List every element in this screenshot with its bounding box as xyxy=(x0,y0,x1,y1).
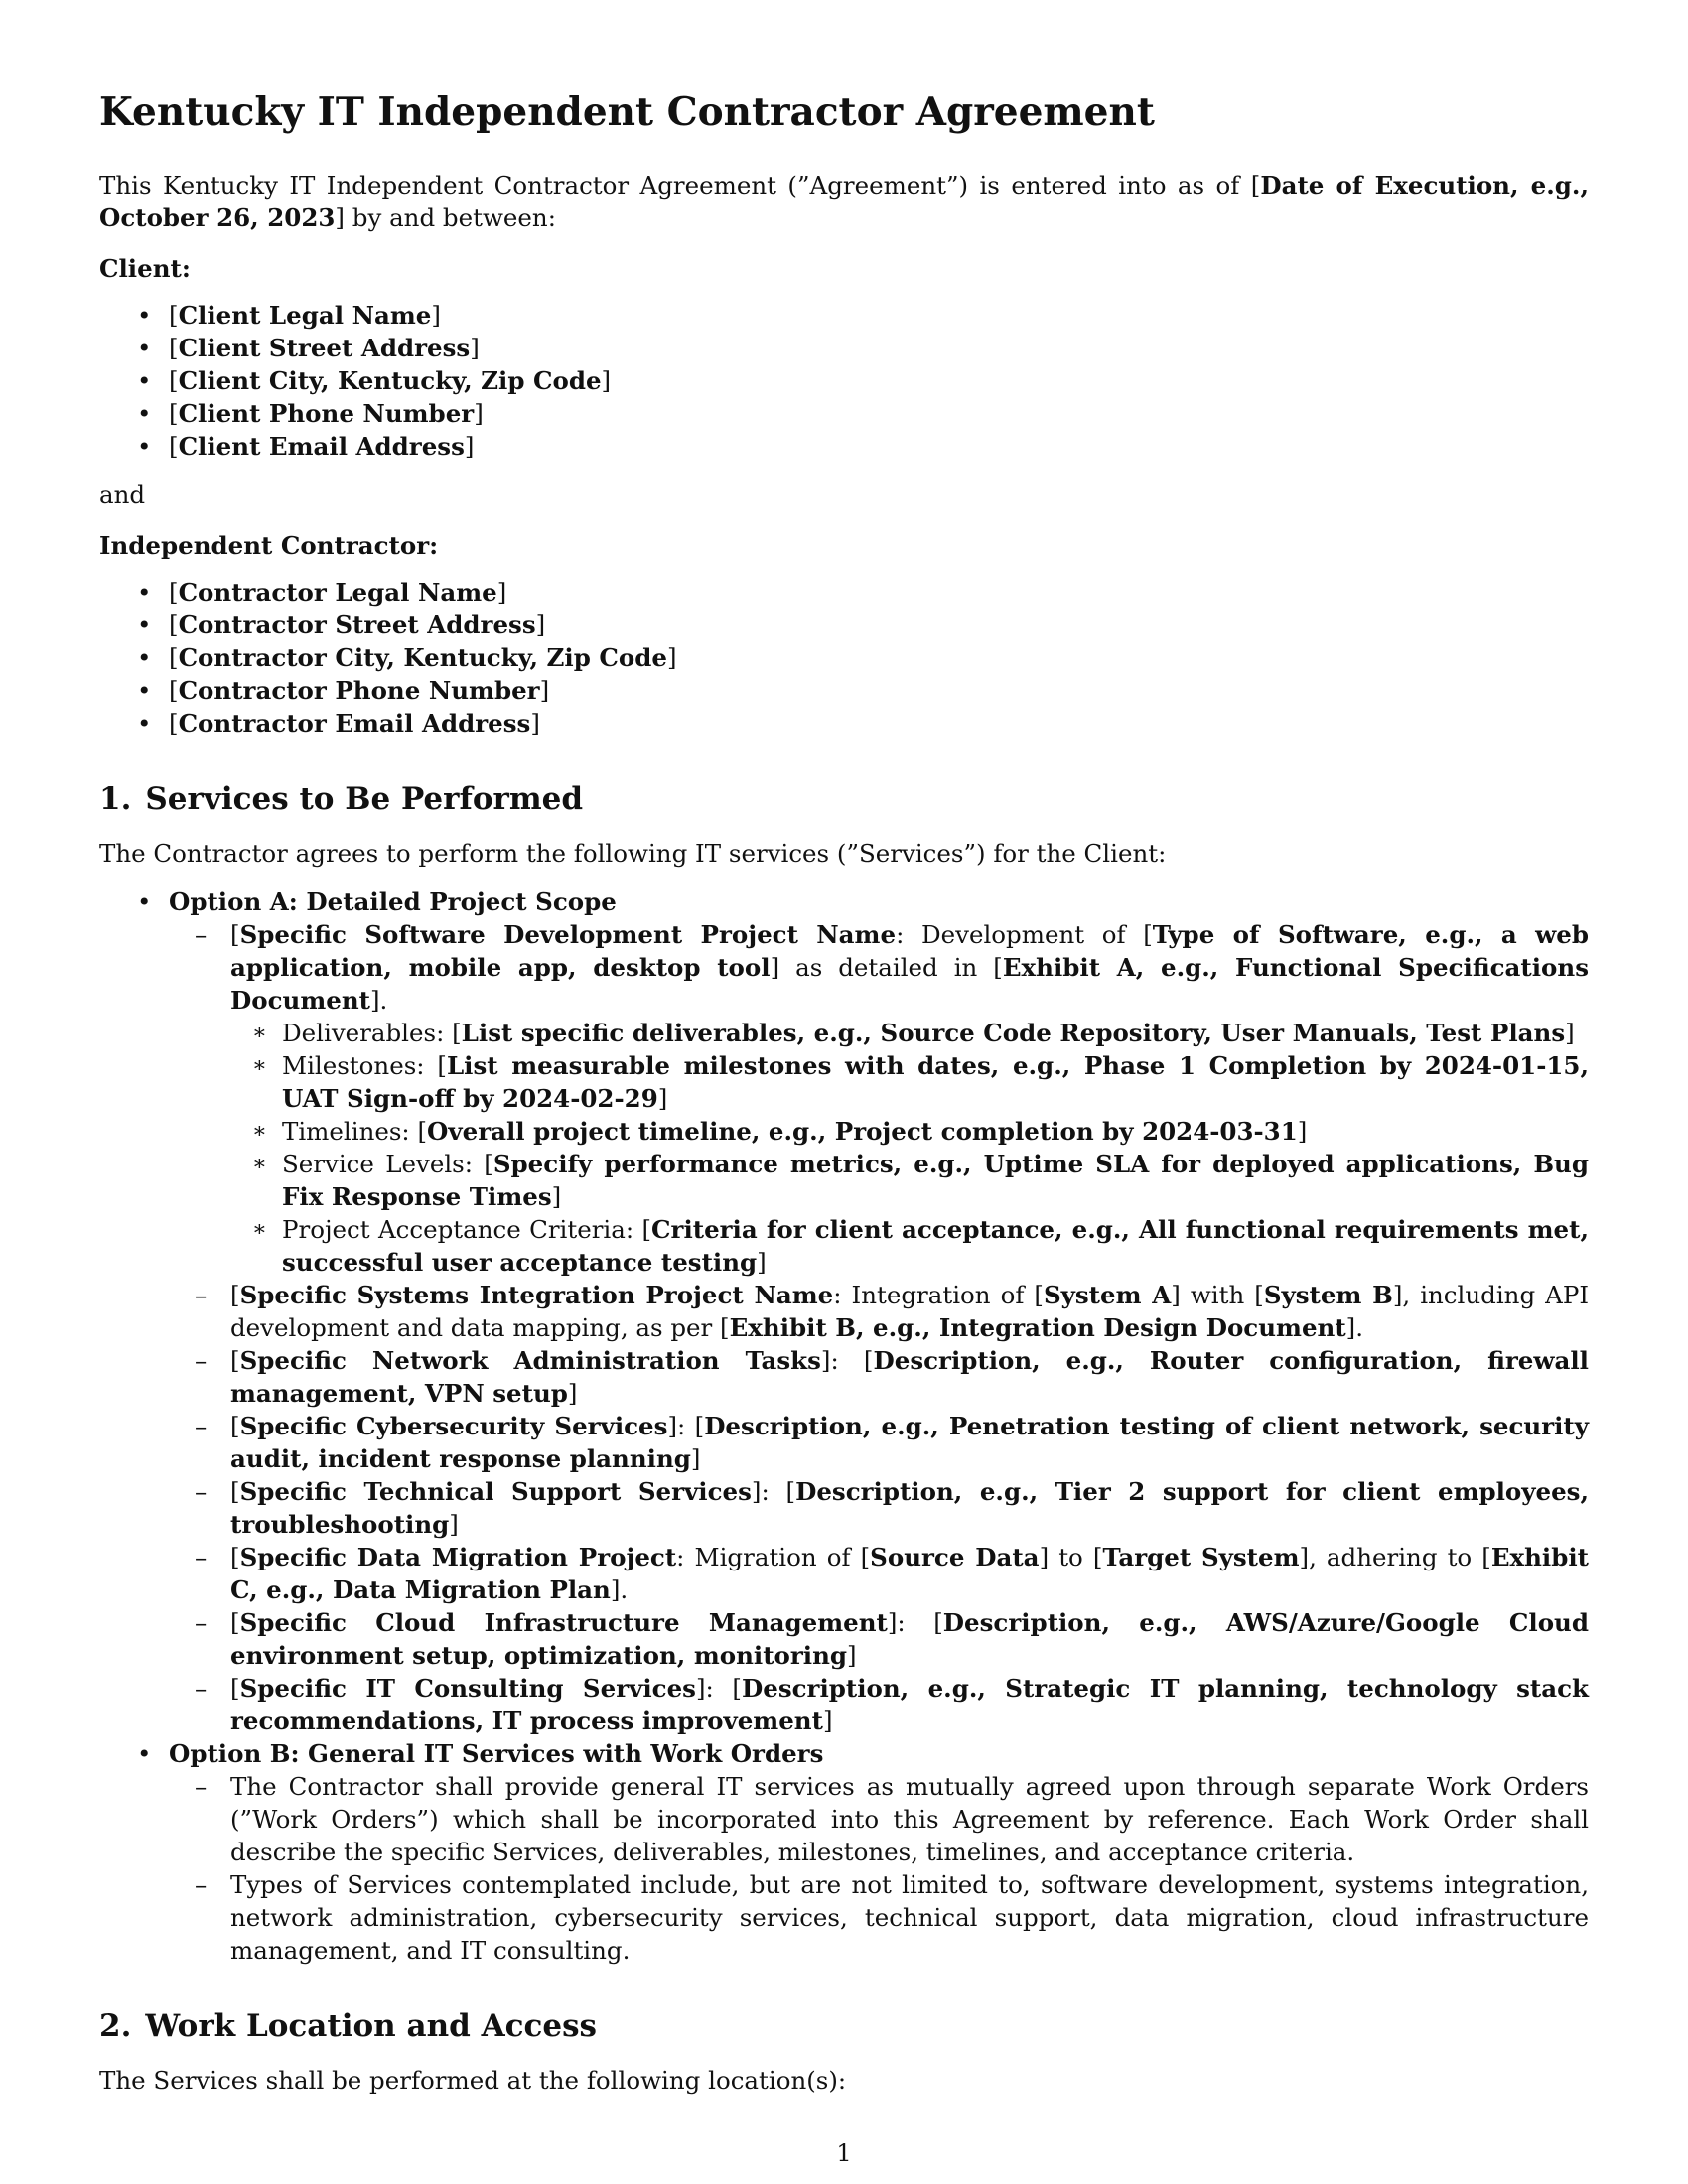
list-item: • [Contractor Street Address] xyxy=(99,609,1589,641)
service-types-item: – Types of Services contemplated include, but are not limited to, software development, systems integration, network administration, cybersecurity services, technical support, data migration, cloud infrastructure management, and IT consulting. xyxy=(169,1868,1589,1967)
acceptance-criteria-item: ∗ Project Acceptance Criteria: [Criteria for client acceptance, e.g., All functional requirements met, successful user acceptance testing] xyxy=(230,1213,1589,1279)
and-text: and xyxy=(99,480,146,509)
list-item: • [Contractor Phone Number] xyxy=(99,674,1589,707)
section-2-heading: 2. Work Location and Access xyxy=(99,2008,598,2044)
client-list xyxy=(99,299,1589,463)
section-2-intro: The Services shall be performed at the following location(s): xyxy=(99,2066,847,2095)
document-body xyxy=(99,87,1589,2113)
list-item: • [Contractor Legal Name] xyxy=(99,576,1589,609)
option-a xyxy=(99,886,1589,1737)
list-item: • [Contractor Email Address] xyxy=(99,707,1589,740)
page-number: 1 xyxy=(836,2139,852,2167)
section-1-intro: The Contractor agrees to perform the following IT services (”Services”) for the Client: xyxy=(99,839,1167,868)
list-item: • [Client Email Address] xyxy=(99,430,1589,463)
document-title: Kentucky IT Independent Contractor Agreement xyxy=(99,89,1155,135)
it-consulting-item: – [Specific IT Consulting Services]: [Description, e.g., Strategic IT planning, technology stack recommendations, IT process improvement] xyxy=(169,1672,1589,1737)
milestones-item: ∗ Milestones: [List measurable milestones with dates, e.g., Phase 1 Completion by 2024-01-15, UAT Sign-off by 2024-02-29] xyxy=(230,1049,1589,1115)
contractor-list xyxy=(99,576,1589,740)
deliverables-item: ∗ Deliverables: [List specific deliverables, e.g., Source Code Repository, User Manuals, Test Plans] xyxy=(230,1017,1589,1049)
list-item: • [Client Phone Number] xyxy=(99,397,1589,430)
integration-project-item: – [Specific Systems Integration Project Name: Integration of [System A] with [System B], including API development and data mapping, as per [Exhibit B, e.g., Integration Design Document]. xyxy=(169,1279,1589,1344)
list-item: • [Contractor City, Kentucky, Zip Code] xyxy=(99,641,1589,674)
technical-support-item: – [Specific Technical Support Services]: [Description, e.g., Tier 2 support for client employees, troubleshooting] xyxy=(169,1475,1589,1541)
client-label: Client: xyxy=(99,254,191,283)
network-admin-item: – [Specific Network Administration Tasks]: [Description, e.g., Router configuration, firewall management, VPN setup] xyxy=(169,1344,1589,1410)
list-item: • [Client City, Kentucky, Zip Code] xyxy=(99,364,1589,397)
data-migration-item: – [Specific Data Migration Project: Migration of [Source Data] to [Target System], adhering to [Exhibit C, e.g., Data Migration Plan]. xyxy=(169,1541,1589,1606)
services-options-list xyxy=(99,886,1589,1967)
date-placeholder: Date of Execution, e.g., October 26, 2023 xyxy=(99,171,1589,232)
timelines-item: ∗ Timelines: [Overall project timeline, e.g., Project completion by 2024-03-31] xyxy=(230,1115,1589,1148)
option-b xyxy=(99,1737,1589,1967)
section-1-heading: 1. Services to Be Performed xyxy=(99,781,584,817)
intro-paragraph: This Kentucky IT Independent Contractor Agreement (”Agreement”) is entered into as of [Date of Execution, e.g., October 26, 2023] by and between: xyxy=(99,171,1589,232)
contractor-label: Independent Contractor: xyxy=(99,531,439,560)
service-levels-item: ∗ Service Levels: [Specify performance metrics, e.g., Uptime SLA for deployed applications, Bug Fix Response Times] xyxy=(230,1148,1589,1213)
list-item: • [Client Legal Name] xyxy=(99,299,1589,332)
software-project-item: – [Specific Software Development Project Name: Development of [Type of Software, e.g., a web application, mobile app, desktop tool] as detailed in [Exhibit A, e.g., Functional Specifications Document]. ∗ Deliverables: [List specific deliverables, e.g., Source Code Repository, User Manuals, Test Plans] ∗ Milestones: [List measurable milestones with dates, e.g., Phase 1 Completion by 2024-01-15, UAT Sign-off by 2024-02-29] ∗ Timelines: [Overall project timeline, e.g., Project completion by 2024-03-31] ∗ Service Levels: [Specify performance metrics, e.g., Uptime SLA for deployed applications, Bug Fix Response Times] ∗ Project Acceptance Criteria: [Criteria for client acceptance, e.g., All functional requirements met, successful user acceptance testing] xyxy=(169,918,1589,1279)
cloud-infrastructure-item: – [Specific Cloud Infrastructure Management]: [Description, e.g., AWS/Azure/Google Cloud environment setup, optimization, monitoring] xyxy=(169,1606,1589,1672)
cybersecurity-item: – [Specific Cybersecurity Services]: [Description, e.g., Penetration testing of client network, security audit, incident response planning] xyxy=(169,1410,1589,1475)
work-orders-item: – The Contractor shall provide general IT services as mutually agreed upon through separate Work Orders (”Work Orders”) which shall be incorporated into this Agreement by reference. Each Work Order shall describe the specific Services, deliverables, milestones, timelines, and acceptance criteria. xyxy=(169,1770,1589,1868)
list-item: • [Client Street Address] xyxy=(99,332,1589,364)
option-a-label: Option A: Detailed Project Scope xyxy=(169,887,617,916)
option-b-label: Option B: General IT Services with Work Orders xyxy=(169,1739,824,1768)
